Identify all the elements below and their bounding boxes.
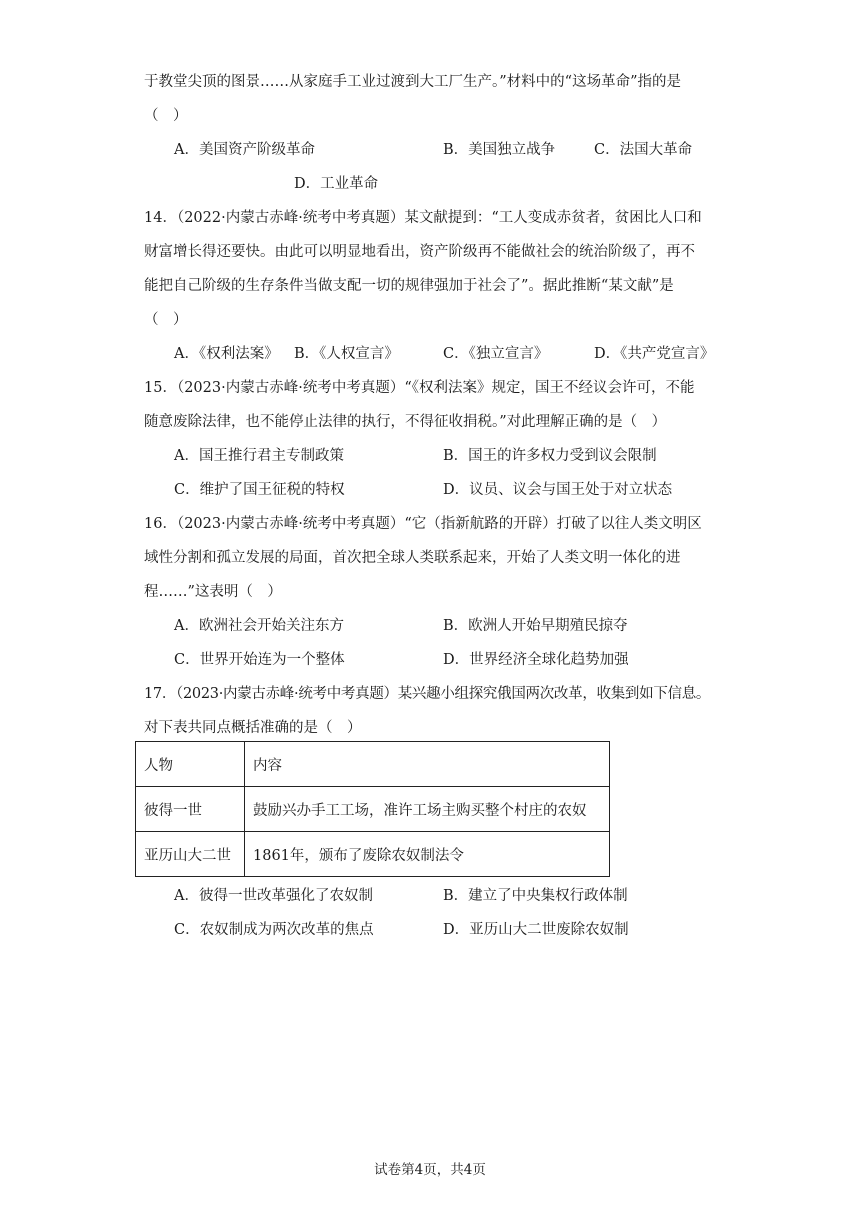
q16-option-b: B．欧洲人开始早期殖民掠夺 bbox=[443, 618, 628, 634]
q17-info-table bbox=[135, 741, 610, 877]
table-cell-content: 1861年，颁布了废除农奴制法令 bbox=[245, 832, 610, 877]
table-header-content: 内容 bbox=[245, 742, 610, 787]
q13-option-c: C．法国大革命 bbox=[594, 142, 693, 158]
q13-line-1: 于教堂尖顶的图景……从家庭手工业过渡到大工厂生产。”材料中的“这场革命”指的是 bbox=[144, 74, 681, 90]
q16-line-3: 程……”这表明（ ） bbox=[144, 584, 282, 600]
q17-option-b: B．建立了中央集权行政体制 bbox=[443, 888, 628, 904]
q13-option-a: A．美国资产阶级革命 bbox=[174, 142, 315, 158]
q15-option-a: A．国王推行君主专制政策 bbox=[174, 448, 344, 464]
q15-line-1: 15．（2023·内蒙古赤峰·统考中考真题）“《权利法案》规定，国王不经议会许可，不能 bbox=[144, 380, 695, 396]
q13-line-2: （ ） bbox=[144, 108, 188, 124]
q17-option-c: C．农奴制成为两次改革的焦点 bbox=[174, 922, 374, 938]
q14-option-b: B．《人权宣言》 bbox=[294, 346, 399, 362]
q17-option-d: D．亚历山大二世废除农奴制 bbox=[443, 922, 629, 938]
q17-line-1: 17．（2023·内蒙古赤峰·统考中考真题）某兴趣小组探究俄国两次改革，收集到如下信息。 bbox=[144, 686, 711, 702]
q15-option-c: C．维护了国王征税的特权 bbox=[174, 482, 345, 498]
q14-line-2: 财富增长得还要快。由此可以明显地看出，资产阶级再不能做社会的统治阶级了，再不 bbox=[144, 244, 695, 260]
q16-line-2: 域性分割和孤立发展的局面，首次把全球人类联系起来，开始了人类文明一体化的进 bbox=[144, 550, 681, 566]
table-cell-person: 彼得一世 bbox=[136, 787, 245, 832]
q17-line-2: 对下表共同点概括准确的是（ ） bbox=[144, 720, 362, 736]
table-row bbox=[136, 787, 610, 832]
q14-option-a: A．《权利法案》 bbox=[174, 346, 279, 362]
q15-option-b: B．国王的许多权力受到议会限制 bbox=[443, 448, 657, 464]
q16-option-d: D．世界经济全球化趋势加强 bbox=[443, 652, 629, 668]
table-header-person: 人物 bbox=[136, 742, 245, 787]
q13-option-d: D．工业革命 bbox=[294, 176, 379, 192]
q15-line-2: 随意废除法律，也不能停止法律的执行，不得征收捐税。”对此理解正确的是（ ） bbox=[144, 414, 667, 430]
q15-option-d: D．议员、议会与国王处于对立状态 bbox=[443, 482, 673, 498]
q14-option-d: D．《共产党宣言》 bbox=[594, 346, 715, 362]
q14-option-c: C．《独立宣言》 bbox=[443, 346, 549, 362]
table-row bbox=[136, 832, 610, 877]
q16-option-a: A．欧洲社会开始关注东方 bbox=[174, 618, 344, 634]
q13-option-b: B．美国独立战争 bbox=[443, 142, 556, 158]
table-header-row bbox=[136, 742, 610, 787]
table-cell-content: 鼓励兴办手工工场，准许工场主购买整个村庄的农奴 bbox=[245, 787, 610, 832]
q14-line-4: （ ） bbox=[144, 312, 188, 328]
q14-line-3: 能把自己阶级的生存条件当做支配一切的规律强加于社会了”。据此推断“某文献”是 bbox=[144, 278, 674, 294]
page-footer: 试卷第4页，共4页 bbox=[374, 1162, 486, 1178]
table-cell-person: 亚历山大二世 bbox=[136, 832, 245, 877]
q16-line-1: 16．（2023·内蒙古赤峰·统考中考真题）“它（指新航路的开辟）打破了以往人类文明区 bbox=[144, 516, 702, 532]
q14-line-1: 14．（2022·内蒙古赤峰·统考中考真题）某文献提到：“工人变成赤贫者，贫困比人口和 bbox=[144, 210, 702, 226]
q17-option-a: A．彼得一世改革强化了农奴制 bbox=[174, 888, 373, 904]
q16-option-c: C．世界开始连为一个整体 bbox=[174, 652, 345, 668]
